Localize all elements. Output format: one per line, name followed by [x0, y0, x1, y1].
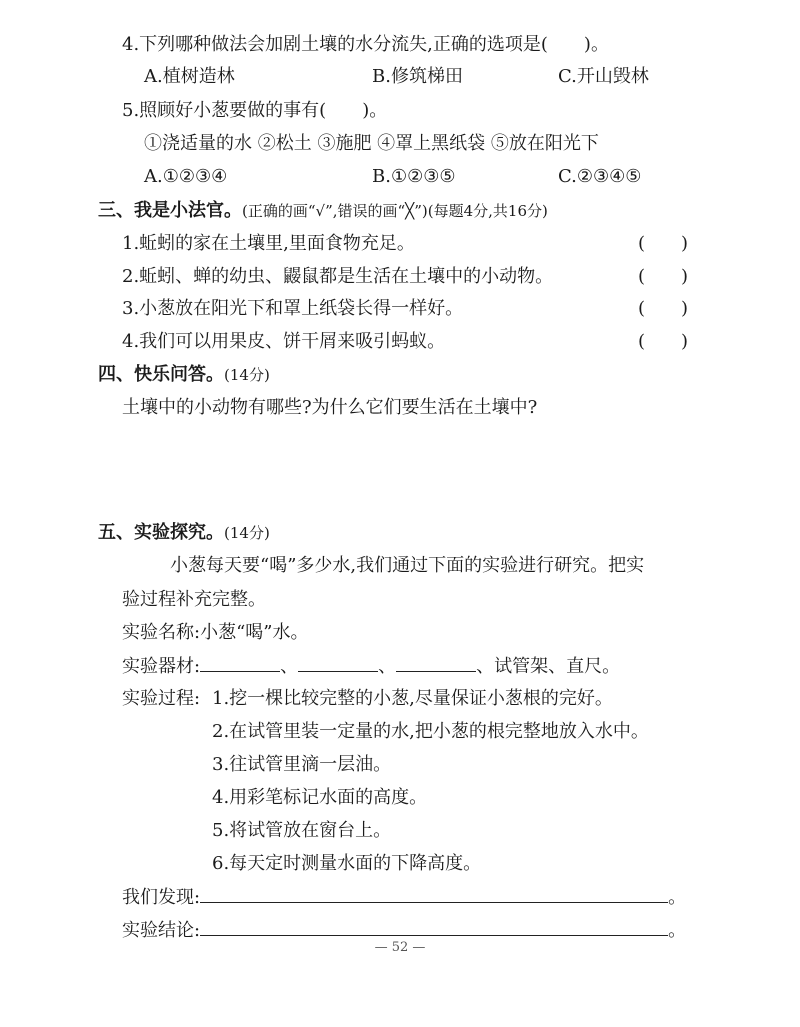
equipment-tail: 、试管架、直尺。: [476, 656, 621, 677]
section5-header: [98, 520, 270, 546]
equipment-separator-2: 、: [378, 656, 397, 677]
section3-item-3: 3.小葱放在阳光下和罩上纸袋长得一样好。: [122, 298, 464, 319]
process-label: 实验过程:: [122, 688, 201, 709]
section4-score: (14分): [224, 366, 270, 384]
q5-stem: 5.照顾好小葱要做的事有( )。: [122, 100, 388, 121]
process-step-2: 2.在试管里装一定量的水,把小葱的根完整地放入水中。: [212, 721, 649, 742]
experiment-equipment: [122, 653, 620, 680]
process-step-1: 1.挖一棵比较完整的小葱,尽量保证小葱根的完好。: [212, 688, 613, 709]
findings-blank[interactable]: [200, 884, 668, 903]
q5-option-c: C.②③④⑤: [558, 166, 642, 187]
section4-header: [98, 362, 270, 388]
q5-option-a: A.①②③④: [144, 166, 228, 187]
process-step-4: 4.用彩笔标记水面的高度。: [212, 787, 428, 808]
equipment-blank-3[interactable]: [396, 653, 476, 672]
section5-intro-line2: 验过程补充完整。: [122, 589, 266, 610]
findings-line: [122, 884, 686, 911]
equipment-blank-2[interactable]: [298, 653, 378, 672]
section3-title: 三、我是小法官。: [98, 200, 242, 221]
section4-title: 四、快乐问答。: [98, 364, 224, 385]
section3-note: (正确的画“√”,错误的画“╳”)(每题4分,共16分): [242, 202, 548, 220]
findings-label: 我们发现:: [122, 887, 201, 908]
process-step-5: 5.将试管放在窗台上。: [212, 820, 392, 841]
equipment-separator-1: 、: [280, 656, 299, 677]
process-step-3: 3.往试管里滴一层油。: [212, 754, 392, 775]
section4-question: 土壤中的小动物有哪些?为什么它们要生活在土壤中?: [122, 397, 538, 418]
answer-paren-1[interactable]: ( ): [638, 233, 689, 254]
q4-option-a: A.植树造林: [144, 66, 235, 87]
section3-item-4: 4.我们可以用果皮、饼干屑来吸引蚂蚁。: [122, 331, 446, 352]
answer-paren-2[interactable]: ( ): [638, 266, 689, 287]
q5-option-b: B.①②③⑤: [372, 166, 456, 187]
section5-title: 五、实验探究。: [98, 522, 224, 543]
equipment-label: 实验器材:: [122, 656, 201, 677]
experiment-name: 实验名称:小葱“喝”水。: [122, 622, 309, 643]
process-step-6: 6.每天定时测量水面的下降高度。: [212, 853, 482, 874]
answer-paren-4[interactable]: ( ): [638, 331, 689, 352]
q4-option-b: B.修筑梯田: [372, 66, 463, 87]
equipment-blank-1[interactable]: [200, 653, 280, 672]
section3-header: [98, 198, 548, 224]
q5-items: ①浇适量的水 ②松土 ③施肥 ④罩上黑纸袋 ⑤放在阳光下: [144, 133, 599, 154]
section3-item-1: 1.蚯蚓的家在土壤里,里面食物充足。: [122, 233, 415, 254]
answer-paren-3[interactable]: ( ): [638, 298, 689, 319]
conclusion-period: 。: [668, 920, 687, 941]
conclusion-blank[interactable]: [200, 917, 668, 936]
q4-stem: 4.下列哪种做法会加剧土壤的水分流失,正确的选项是( )。: [122, 34, 609, 55]
section5-score: (14分): [224, 524, 270, 542]
conclusion-label: 实验结论:: [122, 920, 201, 941]
q4-option-c: C.开山毁林: [558, 66, 649, 87]
section5-intro-line1: 小葱每天要“喝”多少水,我们通过下面的实验进行研究。把实: [170, 555, 645, 576]
section3-item-2: 2.蚯蚓、蝉的幼虫、鼹鼠都是生活在土壤中的小动物。: [122, 266, 554, 287]
findings-period: 。: [668, 887, 687, 908]
page-number: — 52 —: [374, 940, 426, 955]
